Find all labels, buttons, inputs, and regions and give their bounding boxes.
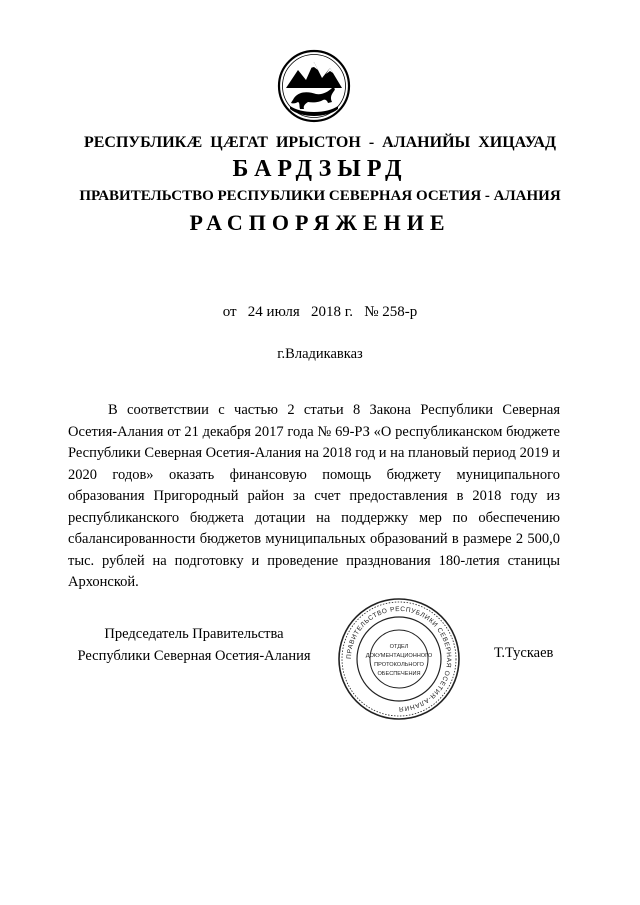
seal-center-line-2: ДОКУМЕНТАЦИОННОГО [365, 653, 433, 659]
svg-text:ПРАВИТЕЛЬСТВО РЕСПУБЛИКИ СЕВЕР [346, 606, 452, 712]
signatory-title-line-2: Республики Северная Осетия-Алания [77, 647, 311, 664]
signatory-title [64, 624, 324, 667]
signatory-title-line-1: Председатель Правительства [104, 626, 284, 642]
seal-center-line-4: ОБЕСПЕЧЕНИЯ [377, 671, 421, 677]
header-russian-doc-type: РАСПОРЯЖЕНИЕ [189, 210, 451, 235]
coat-of-arms-emblem-icon [276, 48, 352, 124]
seal-center-line-3: ПРОТОКОЛЬНОГО [374, 662, 424, 668]
signatory-name: Т.Тускаев [494, 645, 554, 661]
document-body-paragraph: В соответствии с частью 2 статьи 8 Закона Республики Северная Осетия-Алания от 21 декабря 2017 года № 69-РЗ «О республиканском бюджете Республики Северная Осетия-Алания на 2018 год и на плановый период 2019 и 2020 годов» оказать финансовую помощь бюджету муниципального образования Пригородный район за счет предоставления в 2018 году из республиканского бюджета дотации на поддержку мер по обеспечению сбалансированности бюджетов муниципальных образований в размере 2 500,0 тыс. рублей на подготовку и проведение празднования 180-летия станицы Архонской. [68, 402, 560, 590]
header-russian-government: ПРАВИТЕЛЬСТВО РЕСПУБЛИКИ СЕВЕРНАЯ ОСЕТИЯ - АЛАНИЯ [79, 188, 561, 204]
document-city: г.Владикавказ [277, 346, 363, 362]
seal-center-line-1: ОТДЕЛ [389, 644, 409, 650]
header-ossetian-republic: РЕСПУБЛИКӔ ЦӔГАТ ИРЫСТОН - АЛАНИЙЫ ХИЦАУАД [83, 134, 557, 151]
official-seal-icon [336, 596, 462, 722]
header-ossetian-doc-type: БАРДЗЫРД [232, 156, 408, 182]
seal-ring-text: ПРАВИТЕЛЬСТВО РЕСПУБЛИКИ СЕВЕРНАЯ ОСЕТИЯ-АЛАНИЯ [345, 605, 453, 713]
document-date-number: от 24 июля 2018 г. № 258-р [222, 304, 418, 320]
